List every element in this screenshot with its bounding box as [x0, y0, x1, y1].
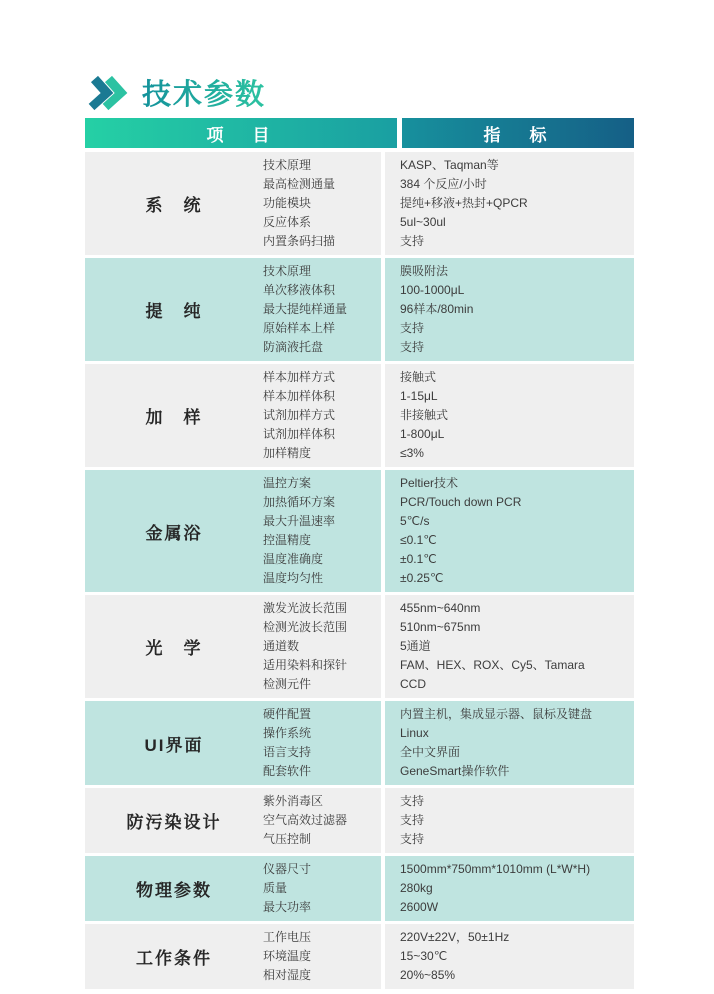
spec-value: 支持: [400, 234, 425, 248]
page-title: 技术参数: [142, 72, 266, 113]
table-header: [85, 118, 634, 148]
spec-value-column: [385, 470, 634, 592]
spec-label-column: [263, 924, 381, 989]
spec-label: 工作电压: [263, 930, 312, 944]
spec-label: 加热循环方案: [263, 495, 336, 509]
section-title: [86, 72, 266, 113]
spec-label: 温控方案: [263, 476, 312, 490]
spec-label: 空气高效过滤器: [263, 813, 348, 827]
table-section: [85, 788, 634, 853]
table-section: [85, 470, 634, 592]
spec-label-column: [263, 470, 381, 592]
header-spec-column: 指 标: [402, 118, 634, 148]
spec-value: 全中文界面: [400, 745, 461, 759]
table-section: [85, 924, 634, 989]
spec-value: 支持: [400, 794, 425, 808]
spec-value: 510nm~675nm: [400, 620, 481, 634]
spec-value: KASP、Taqman等: [400, 158, 499, 172]
spec-value: FAM、HEX、ROX、Cy5、Tamara: [400, 658, 585, 672]
spec-value: 支持: [400, 832, 425, 846]
spec-label: 控温精度: [263, 533, 312, 547]
spec-value: ±0.25℃: [400, 571, 444, 585]
category-label: 加 样: [145, 408, 203, 427]
spec-label: 试剂加样方式: [263, 408, 336, 422]
spec-label: 加样精度: [263, 446, 312, 460]
spec-label-column: [263, 364, 381, 467]
table-section: [85, 152, 634, 255]
spec-value: 接触式: [400, 370, 437, 384]
table-section: [85, 701, 634, 785]
spec-label: 最大升温速率: [263, 514, 336, 528]
spec-label-column: [263, 152, 381, 255]
category-label: 系 统: [145, 196, 203, 215]
spec-value-column: [385, 258, 634, 361]
category-label: 提 纯: [145, 302, 203, 321]
spec-value: 220V±22V，50±1Hz: [400, 930, 510, 944]
table-section: [85, 595, 634, 698]
spec-value-column: [385, 595, 634, 698]
spec-label: 样本加样方式: [263, 370, 336, 384]
spec-value-column: [385, 924, 634, 989]
spec-value: 96样本/80min: [400, 302, 474, 316]
spec-label: 最高检测通量: [263, 177, 336, 191]
spec-label-column: [263, 258, 381, 361]
spec-label: 最大功率: [263, 900, 312, 914]
spec-label-column: [263, 595, 381, 698]
table-section: [85, 258, 634, 361]
spec-value: 455nm~640nm: [400, 601, 481, 615]
category-label: UI界面: [144, 735, 204, 755]
spec-value: 1500mm*750mm*1010mm (L*W*H): [400, 862, 591, 876]
spec-value: 5通道: [400, 639, 431, 653]
spec-value: 5℃/s: [400, 514, 430, 528]
spec-label: 仪器尺寸: [263, 862, 312, 876]
spec-label: 通道数: [263, 639, 300, 653]
spec-value: ≤0.1℃: [400, 533, 437, 547]
category-label: 防污染设计: [126, 813, 222, 832]
table-section: [85, 856, 634, 921]
category-label: 工作条件: [136, 949, 212, 968]
spec-value: 内置主机，集成显示器、鼠标及键盘: [400, 707, 593, 721]
spec-label: 技术原理: [263, 158, 312, 172]
spec-label-column: [263, 701, 381, 785]
spec-value: 提纯+移液+热封+QPCR: [400, 196, 528, 210]
category-label: 光 学: [145, 639, 203, 658]
category-label: 金属浴: [145, 523, 203, 543]
spec-value-column: [385, 364, 634, 467]
spec-value: Linux: [400, 726, 429, 740]
spec-label: 温度准确度: [263, 552, 324, 566]
spec-value: ≤3%: [400, 446, 424, 460]
spec-value: 支持: [400, 340, 425, 354]
spec-label: 试剂加样体积: [263, 427, 336, 441]
spec-value: Peltier技术: [400, 476, 459, 490]
spec-value-column: [385, 701, 634, 785]
spec-label: 单次移液体积: [263, 283, 336, 297]
spec-value: 2600W: [400, 900, 439, 914]
spec-label: 环境温度: [263, 949, 312, 963]
spec-value: CCD: [400, 677, 426, 691]
spec-label: 激发光波长范围: [263, 601, 348, 615]
spec-label-column: [263, 856, 381, 921]
spec-value: 20%~85%: [400, 968, 456, 982]
spec-value: 1-800μL: [400, 427, 445, 441]
spec-value: 支持: [400, 813, 425, 827]
spec-label: 配套软件: [263, 764, 312, 778]
spec-label: 内置条码扫描: [263, 234, 336, 248]
spec-label: 气压控制: [263, 832, 312, 846]
table-section: [85, 364, 634, 467]
spec-label: 相对湿度: [263, 968, 312, 982]
category-label: 物理参数: [136, 881, 212, 900]
double-chevron-icon: [84, 75, 132, 111]
spec-value: ±0.1℃: [400, 552, 437, 566]
spec-value: 1-15μL: [400, 389, 438, 403]
spec-value: 15~30℃: [400, 949, 448, 963]
spec-label: 防滴液托盘: [263, 340, 324, 354]
spec-value: 膜吸附法: [400, 264, 449, 278]
spec-value: 非接触式: [400, 408, 449, 422]
spec-value: 280kg: [400, 881, 433, 895]
spec-value: GeneSmart操作软件: [400, 764, 510, 778]
spec-value: 100-1000μL: [400, 283, 465, 297]
spec-label: 样本加样体积: [263, 389, 336, 403]
spec-label: 原始样本上样: [263, 321, 336, 335]
spec-value: 384 个反应/小时: [400, 177, 487, 191]
spec-label: 最大提纯样通量: [263, 302, 348, 316]
spec-table: [85, 118, 634, 992]
spec-label: 技术原理: [263, 264, 312, 278]
spec-label: 适用染料和探针: [263, 658, 348, 672]
spec-label: 质量: [263, 881, 288, 895]
spec-value-column: [385, 788, 634, 853]
spec-value-column: [385, 152, 634, 255]
table-body: [85, 152, 634, 989]
spec-value: 5ul~30ul: [400, 215, 446, 229]
spec-label: 紫外消毒区: [263, 794, 324, 808]
header-item-column: 项 目: [85, 118, 397, 148]
spec-label: 反应体系: [263, 215, 312, 229]
spec-value-column: [385, 856, 634, 921]
spec-label: 温度均匀性: [263, 571, 324, 585]
spec-label-column: [263, 788, 381, 853]
spec-label: 功能模块: [263, 196, 312, 210]
spec-label: 语言支持: [263, 745, 312, 759]
spec-value: PCR/Touch down PCR: [400, 495, 522, 509]
spec-label: 检测元件: [263, 677, 312, 691]
spec-value: 支持: [400, 321, 425, 335]
spec-label: 操作系统: [263, 726, 312, 740]
spec-label: 检测光波长范围: [263, 620, 348, 634]
spec-label: 硬件配置: [263, 707, 312, 721]
